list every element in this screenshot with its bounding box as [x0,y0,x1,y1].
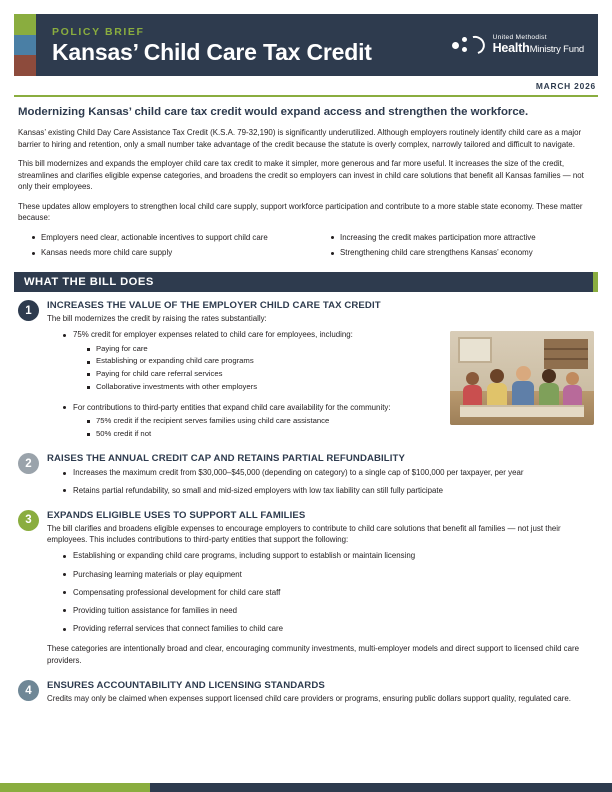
list-item: Collaborative investments with other employers [87,382,440,393]
footer-accent-bar [0,783,150,792]
intro-paragraph-3: These updates allow employers to strengthen local child care supply, support workforce participation and contribute to a more stable state economy. These matter because: [18,201,583,223]
item-title: INCREASES THE VALUE OF THE EMPLOYER CHILD CARE TAX CREDIT [47,300,381,312]
item-number-badge: 2 [18,453,39,474]
section-heading-what-the-bill-does: WHAT THE BILL DOES [14,272,598,292]
intro-bullets-left [18,232,295,262]
item-closing-paragraph: These categories are intentionally broad and clear, encouraging community investments, multi-employer models and direct support to licensed child care providers. [47,644,580,665]
swatch-rust [14,55,36,76]
list-item: Establishing or expanding child care programs [87,356,440,367]
document-header [36,14,598,76]
list-item: Providing tuition assistance for families in need [63,605,594,616]
swatch-blue [14,35,36,56]
list-item: Employers need clear, actionable incentives to support child care [32,232,295,243]
list-item: Paying for child care referral services [87,369,440,380]
page-title: Kansas’ Child Care Tax Credit [52,38,372,65]
introduction-section [14,97,598,262]
header-text-block [36,26,372,64]
list-item: Compensating professional development for child care staff [63,587,594,598]
item-bullets [47,329,440,442]
publication-date: MARCH 2026 [535,81,596,91]
list-item [18,510,594,666]
list-item: Providing referral services that connect families to child care [63,623,594,634]
item-number-badge: 1 [18,300,39,321]
list-item: 50% credit if not [87,429,440,440]
list-item: Increasing the credit makes participation more attractive [331,232,594,243]
item-title: EXPANDS ELIGIBLE USES TO SUPPORT ALL FAMILIES [47,509,306,521]
intro-paragraph-1: Kansas’ existing Child Day Care Assistance Tax Credit (K.S.A. 79-32,190) is significantly underutilized. Although employers routinely identify child care as a major barrier to hiring and retention, only a small number take advantage of the credit because the statute is overly complex, narrowly tailored and difficult to navigate. [18,128,582,149]
list-item [63,329,440,392]
item-title: ENSURES ACCOUNTABILITY AND LICENSING STANDARDS [47,680,325,692]
logo-line-1: United Methodist [492,33,547,41]
item-content [47,680,594,709]
list-item: Retains partial refundability, so small and mid-sized employers with low tax liability can still fully participate [63,485,594,496]
item-content [47,300,594,442]
list-item [18,453,594,498]
lede-statement: Modernizing Kansas’ child care tax credit would expand access and strengthen the workforce. [18,106,529,119]
health-ministry-fund-logo-icon [452,35,486,55]
logo-line-2-bold: Health [492,40,530,55]
list-item: Paying for care [87,344,440,355]
header-color-swatches [14,14,36,76]
logo-wordmark [493,35,584,55]
list-item: Kansas needs more child care supply [32,247,295,258]
item-subtitle: Credits may only be claimed when expenses support licensed child care providers or programs, ensuring public dollars support quality, regulated care. [47,694,571,704]
intro-paragraph-2: This bill modernizes and expands the employer child care tax credit to make it simpler, more generous and far more useful. It increases the size of the credit, streamlines and clarifies eligible expense categories, and broadens the credit so employers can invest in child care solutions that benefit all Kansas families — not only their employees. [18,159,584,192]
item-subtitle: The bill clarifies and broadens eligible expenses to encourage employers to contribute to child care solutions that benefit all families — not just their employees. This includes contributions to third-party entities that support the following: [47,523,561,545]
list-item [18,680,594,709]
item-content [47,510,594,666]
item-subtitle: The bill modernizes the credit by raising the rates substantially: [47,314,267,324]
document-eyebrow: POLICY BRIEF [52,25,145,38]
list-item: 75% credit if the recipient serves families using child care assistance [87,416,440,427]
logo-line-2 [493,42,584,55]
numbered-items-list [14,292,598,709]
bullet-text: For contributions to third-party entities that expand child care availability for the community: [73,402,391,412]
list-item: Increases the maximum credit from $30,000–$45,000 (depending on category) to a single cap of $100,000 per taxpayer, per year [63,467,594,478]
organization-logo [452,35,598,55]
item-body-with-photo [47,329,594,442]
item-content [47,453,594,498]
list-item [18,300,594,442]
item-number-badge: 4 [18,680,39,701]
child-care-classroom-photo [450,331,594,425]
list-item: Establishing or expanding child care programs, including support to establish or maintain licensing [63,550,594,561]
item-title: RAISES THE ANNUAL CREDIT CAP AND RETAINS PARTIAL REFUNDABILITY [47,453,405,465]
footer-strip [0,783,612,792]
intro-bullets-right [317,232,594,262]
list-item: Strengthening child care strengthens Kansas’ economy [331,247,594,258]
bullet-text: 75% credit for employer expenses related to child care for employees, including: [73,330,353,340]
list-item [63,402,440,440]
intro-bullet-columns [18,232,594,262]
list-item: Purchasing learning materials or play equipment [63,569,594,580]
swatch-green [14,14,36,35]
logo-line-2-rest: Ministry Fund [529,43,584,55]
item-number-badge: 3 [18,510,39,531]
